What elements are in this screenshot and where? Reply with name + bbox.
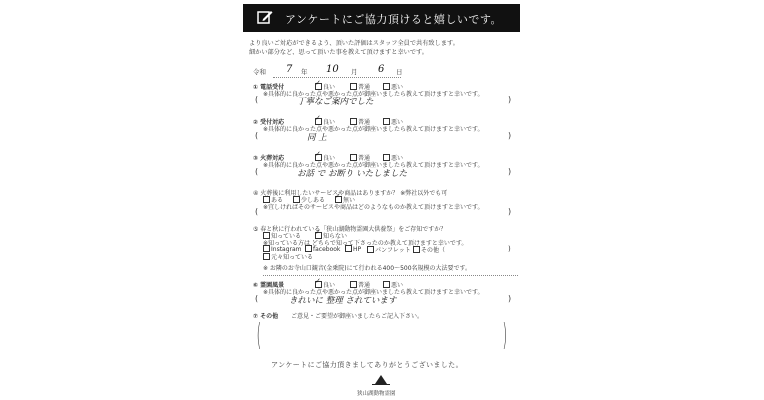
q6-answer[interactable]: きれいに 整理 されています — [289, 296, 397, 306]
date-year[interactable]: 7 — [286, 64, 293, 75]
q5-title: ⑤ 春と秋に行われている「狭山湖動物霊園大供養祭」をご存知ですか？ — [253, 226, 447, 233]
question-cremation-handling — [253, 153, 518, 183]
q5-facebook-checkbox[interactable] — [305, 245, 312, 252]
question-phone-reception — [253, 82, 518, 112]
q5-know-label: 知っている — [271, 233, 302, 240]
q5-pamphlet-checkbox[interactable] — [367, 246, 374, 253]
survey-title: アンケートにご協力頂けると嬉しいです。 — [285, 13, 502, 26]
q6-open-paren: ( — [255, 294, 259, 303]
q5-other-checkbox[interactable] — [413, 246, 420, 253]
cemetery-logo-icon — [371, 374, 391, 386]
question-reception-handling — [253, 117, 518, 147]
date-month[interactable]: 10 — [326, 64, 339, 75]
q6-close-paren: ) — [508, 294, 512, 303]
q6-sub-prompt: ※具体的に良かった点や悪かった点が御座いましたら教えて頂けますと幸いです。 — [263, 289, 484, 296]
q2-title: ② 受付対応 — [253, 119, 285, 126]
q1-bad-label: 悪い — [391, 84, 404, 91]
question-cemetery-scenery — [253, 280, 518, 310]
q4-yes-label: ある — [271, 197, 284, 204]
intro-text — [249, 39, 459, 57]
organization-name: 狭山湖動物霊園 — [357, 391, 396, 397]
q3-bad-label: 悪い — [391, 155, 404, 162]
question-memorial-festival — [253, 224, 518, 274]
date-row — [253, 65, 518, 77]
q5-facebook-label: facebook — [313, 246, 341, 253]
date-underline — [273, 77, 401, 78]
pen-edit-icon — [257, 9, 273, 25]
q4-no-label: 無い — [343, 197, 356, 204]
q3-sub-prompt: ※具体的に良かった点や悪かった点が御座いましたら教えて頂けますと幸いです。 — [263, 162, 484, 169]
q3-title: ③ 火葬対応 — [253, 155, 285, 162]
q1-good-label: 良い — [323, 84, 336, 91]
q2-good-label: 良い — [323, 119, 336, 126]
date-era: 令和 — [253, 68, 266, 76]
q1-answer[interactable]: 丁寧なご案内でした — [297, 97, 374, 107]
section-divider — [263, 275, 518, 276]
q5-hp-label: HP — [353, 246, 362, 253]
q1-normal-label: 普通 — [358, 84, 371, 91]
q6-bad-label: 悪い — [391, 282, 404, 289]
q4-open-paren: ( — [255, 207, 259, 216]
q6-title: ⑥ 霊園風景 — [253, 282, 285, 289]
q5-pamphlet-label: パンフレット — [375, 247, 411, 254]
survey-header — [243, 4, 520, 32]
q4-some-label: 少しある — [301, 197, 326, 204]
comment-box-close-bracket: ) — [502, 318, 508, 353]
q6-normal-label: 普通 — [358, 282, 371, 289]
q4-title: ④ 火葬後に利用したいサービスや商品はありますか？ ※弊社以外でも可 — [253, 190, 448, 197]
q3-close-paren: ) — [508, 167, 512, 176]
q2-sub-prompt: ※具体的に良かった点や悪かった点が御座いましたら教えて頂けますと幸いです。 — [263, 126, 484, 133]
q3-good-label: 良い — [323, 155, 336, 162]
q5-already-know-label: 元々知っている — [271, 254, 314, 261]
thanks-message: アンケートにご協力頂きましてありがとうございました。 — [271, 361, 463, 369]
q3-normal-label: 普通 — [358, 155, 371, 162]
comment-box-open-bracket: ( — [256, 318, 262, 353]
q5-note: ※ お隣のお寺山口観音(金乗院)にて行われる400～500名規模の大法要です。 — [263, 265, 472, 272]
q2-open-paren: ( — [255, 131, 259, 140]
q5-instagram-label: Instagram — [271, 246, 302, 253]
q1-close-paren: ) — [508, 95, 512, 104]
comment-box-area[interactable] — [267, 322, 499, 348]
q5-already-know-checkbox[interactable] — [263, 253, 270, 260]
q5-other-label: その他（ — [421, 247, 446, 254]
q1-open-paren: ( — [255, 95, 259, 104]
q4-sub-prompt: ※宜しければそのサービスや商品はどのようなものか教えて頂けますと幸いです。 — [263, 204, 484, 211]
q2-answer[interactable]: 同 上 — [307, 133, 327, 143]
q5-instagram-checkbox[interactable] — [263, 245, 270, 252]
q4-close-paren: ) — [508, 207, 512, 216]
date-month-label: 月 — [351, 68, 358, 76]
question-after-service — [253, 188, 518, 218]
q2-bad-label: 悪い — [391, 119, 404, 126]
q3-open-paren: ( — [255, 167, 259, 176]
q5-sub-prompt: ※知っている方は どちらで知って下さったのか教えて頂けますと幸いです。 — [263, 240, 468, 247]
q2-normal-label: 普通 — [358, 119, 371, 126]
q5-hp-checkbox[interactable] — [345, 245, 352, 252]
q5-dont-label: 知らない — [323, 233, 348, 240]
q3-answer[interactable]: お話 で お断り いたしました — [297, 169, 408, 179]
q6-good-label: 良い — [323, 282, 336, 289]
q7-title: ⑦ その他 — [253, 313, 279, 320]
date-day[interactable]: 6 — [378, 64, 385, 75]
intro-line-1: より良いご対応ができるよう、頂いた評価はスタッフ全員で共有致します。 — [249, 40, 459, 47]
q2-close-paren: ) — [508, 131, 512, 140]
q1-sub-prompt: ※具体的に良かった点や悪かった点が御座いましたら教えて頂けますと幸いです。 — [263, 91, 484, 98]
q7-prompt: ご意見・ご要望が御座いましたらご記入下さい。 — [291, 313, 424, 320]
q1-title: ① 電話受付 — [253, 84, 285, 91]
date-day-label: 日 — [396, 68, 403, 76]
date-year-label: 年 — [301, 68, 308, 76]
intro-line-2: 細かい部分など、思って頂いた事を教えて頂けますと幸いです。 — [249, 49, 428, 56]
question-other-comments — [253, 311, 518, 321]
survey-sheet — [243, 0, 520, 400]
q5-other-close-paren: ) — [508, 245, 511, 253]
